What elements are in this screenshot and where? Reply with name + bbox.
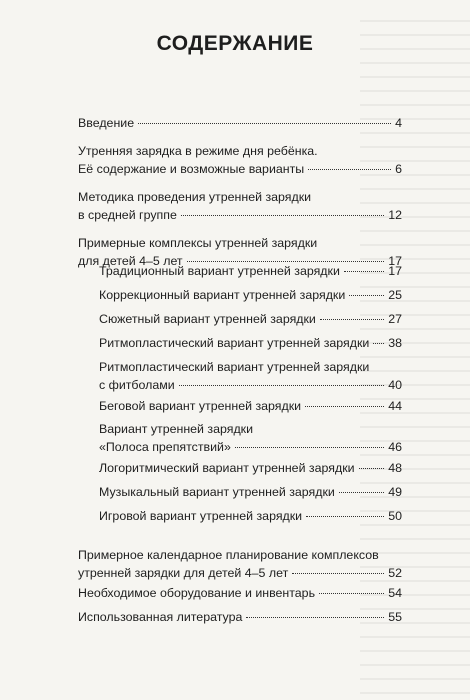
dot-leader — [339, 492, 384, 493]
dot-leader — [246, 617, 384, 618]
toc-entry-title: Необходимое оборудование и инвентарь — [78, 586, 316, 600]
toc-entry-title: Музыкальный вариант утренней зарядки — [99, 485, 335, 499]
dot-leader — [349, 295, 384, 296]
toc-page-number: 25 — [388, 288, 402, 302]
page-title: СОДЕРЖАНИЕ — [156, 32, 314, 55]
dot-leader — [373, 343, 384, 344]
toc-entry — [99, 420, 402, 456]
toc-entry — [78, 546, 402, 582]
toc-entry-title: Коррекционный вариант утренней зарядки — [99, 288, 346, 302]
toc-page-number: 52 — [388, 566, 402, 580]
dot-leader — [235, 447, 384, 448]
toc-entry-title: в средней группе — [78, 208, 177, 222]
toc-page-number: 50 — [388, 509, 402, 523]
toc-entry — [99, 310, 402, 328]
toc-page-number: 44 — [388, 399, 402, 413]
toc-entry-title: Традиционный вариант утренней зарядки — [99, 264, 340, 278]
toc-entry-title: Использованная литература — [78, 610, 243, 624]
toc-page-number: 38 — [388, 336, 402, 350]
dot-leader — [306, 516, 384, 517]
dot-leader — [320, 319, 384, 320]
toc-page-number: 46 — [388, 440, 402, 454]
toc-page-number: 12 — [388, 208, 402, 222]
toc-page-number: 49 — [388, 485, 402, 499]
toc-page-number: 55 — [388, 610, 402, 624]
toc-entry — [99, 507, 402, 525]
dot-leader — [319, 593, 384, 594]
toc-entry-title: с фитболами — [99, 378, 175, 392]
toc-entry-title: для детей 4–5 лет — [78, 254, 183, 268]
toc-page-number: 4 — [395, 116, 402, 130]
dot-leader — [179, 385, 384, 386]
toc-page-number: 48 — [388, 461, 402, 475]
toc-entry-title: «Полоса препятствий» — [99, 440, 231, 454]
dot-leader — [344, 271, 384, 272]
dot-leader — [359, 468, 385, 469]
toc-entry-title: Методика проведения утренней зарядки — [78, 190, 312, 204]
toc-page-number: 17 — [388, 264, 402, 278]
toc-entry — [99, 286, 402, 304]
toc-page-number: 40 — [388, 378, 402, 392]
toc-entry-title: Примерное календарное планирование комплексов — [78, 548, 379, 562]
dot-leader — [305, 406, 384, 407]
toc-entry — [78, 584, 402, 602]
toc-entry — [99, 358, 402, 394]
toc-entry — [99, 459, 402, 477]
dot-leader — [181, 215, 384, 216]
toc-page-number: 17 — [388, 254, 402, 268]
toc-page-number: 6 — [395, 162, 402, 176]
toc-entry-title: Вариант утренней зарядки — [99, 422, 254, 436]
dot-leader — [292, 573, 384, 574]
toc-entry — [99, 262, 402, 280]
toc-entry-title: Игровой вариант утренней зарядки — [99, 509, 303, 523]
toc-entry-title: Сюжетный вариант утренней зарядки — [99, 312, 316, 326]
toc-entry-title: Ритмопластический вариант утренней зарядки — [99, 336, 370, 350]
toc-entry — [99, 334, 402, 352]
toc-entry — [78, 142, 402, 178]
toc-entry-title: Её содержание и возможные варианты — [78, 162, 305, 176]
toc-entry-title: Примерные комплексы утренней зарядки — [78, 236, 318, 250]
toc-entry — [78, 114, 402, 132]
toc-entry-title: утренней зарядки для детей 4–5 лет — [78, 566, 289, 580]
toc-entry — [78, 188, 402, 224]
dot-leader — [138, 123, 391, 124]
dot-leader — [308, 169, 391, 170]
toc-entry-title: Логоритмический вариант утренней зарядки — [99, 461, 355, 475]
toc-entry — [99, 397, 402, 415]
toc-page-number: 27 — [388, 312, 402, 326]
toc-entry-title: Ритмопластический вариант утренней зарядки — [99, 360, 370, 374]
toc-entry-title: Утренняя зарядка в режиме дня ребёнка. — [78, 144, 318, 158]
toc-entry — [99, 483, 402, 501]
toc-entry-title: Беговой вариант утренней зарядки — [99, 399, 302, 413]
toc-entry — [78, 608, 402, 626]
toc-page-number: 54 — [388, 586, 402, 600]
toc-entry-title: Введение — [78, 116, 135, 130]
